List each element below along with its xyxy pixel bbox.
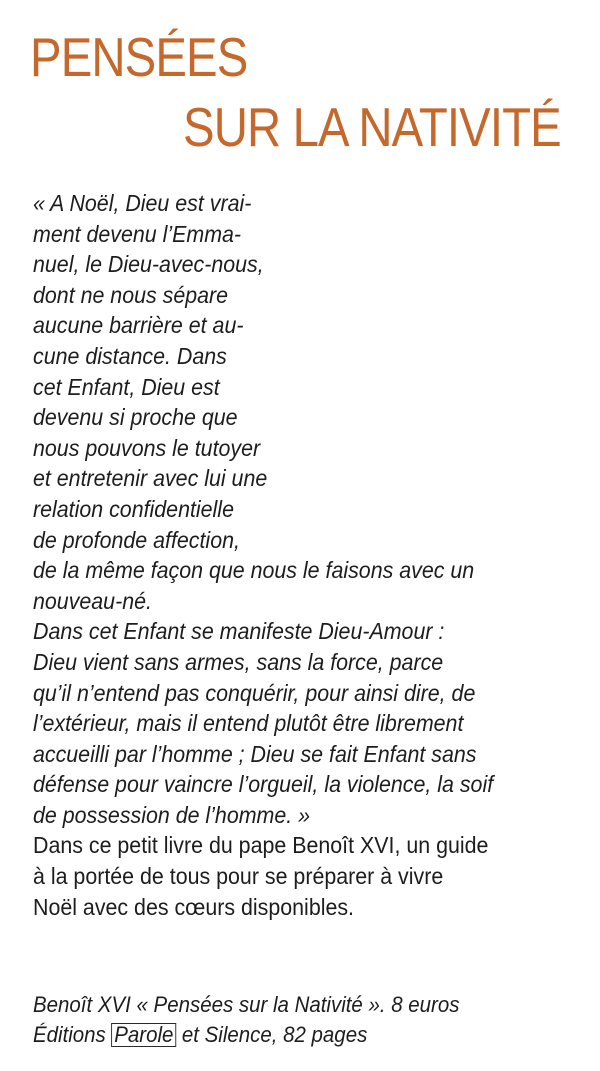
quote-line: ment devenu l’Emma- (33, 220, 242, 247)
quote-line: de possession de l’homme. » (33, 801, 311, 828)
article-body (33, 188, 593, 922)
credit-publisher-suffix: et Silence, 82 pages (176, 1022, 368, 1047)
title-line-2: SUR LA NATIVITÉ (183, 96, 561, 158)
quote-line: aucune barrière et au- (33, 312, 244, 339)
summary-line: Noël avec des cœurs disponibles. (33, 893, 355, 920)
quote-line: dont ne nous sépare (33, 281, 229, 308)
quote-line: relation confidentielle (33, 495, 234, 522)
title-line-1: PENSÉES (30, 26, 248, 88)
quote-line: nuel, le Dieu-avec-nous, (33, 251, 264, 278)
quote-line: « A Noël, Dieu est vrai- (33, 190, 252, 216)
quote-line: Dans cet Enfant se manifeste Dieu-Amour : (33, 618, 445, 645)
quote-line: et entretenir avec lui une (33, 465, 268, 492)
quote-line: nouveau-né. (33, 587, 152, 614)
book-credit (33, 990, 593, 1050)
quote-line: accueilli par l’homme ; Dieu se fait Enfant sans (33, 740, 477, 767)
quote-line: qu’il n’entend pas conquérir, pour ainsi dire, de (33, 679, 476, 706)
quote-line: l’extérieur, mais il entend plutôt être librement (33, 710, 464, 737)
quote-line: de profonde affection, (33, 526, 240, 553)
quote-line: Dieu vient sans armes, sans la force, parce (33, 648, 444, 675)
quote-line: nous pouvons le tutoyer (33, 434, 261, 461)
credit-publisher-boxed: Parole (111, 1023, 176, 1047)
credit-line-2 (33, 1020, 554, 1050)
summary-line: à la portée de tous pour se préparer à vivre (33, 863, 444, 890)
quote-line: devenu si proche que (33, 404, 238, 431)
quote-line: cune distance. Dans (33, 342, 227, 369)
quote-line: de la même façon que nous le faisons avec un (33, 557, 475, 584)
quote-line: défense pour vaincre l’orgueil, la violence, la soif (33, 771, 494, 798)
summary-line: Dans ce petit livre du pape Benoît XVI, un guide (33, 832, 489, 859)
credit-line-1: Benoît XVI « Pensées sur la Nativité ». 8 euros (33, 992, 460, 1017)
credit-publisher-prefix: Éditions (33, 1022, 112, 1047)
quote-line: cet Enfant, Dieu est (33, 373, 220, 400)
